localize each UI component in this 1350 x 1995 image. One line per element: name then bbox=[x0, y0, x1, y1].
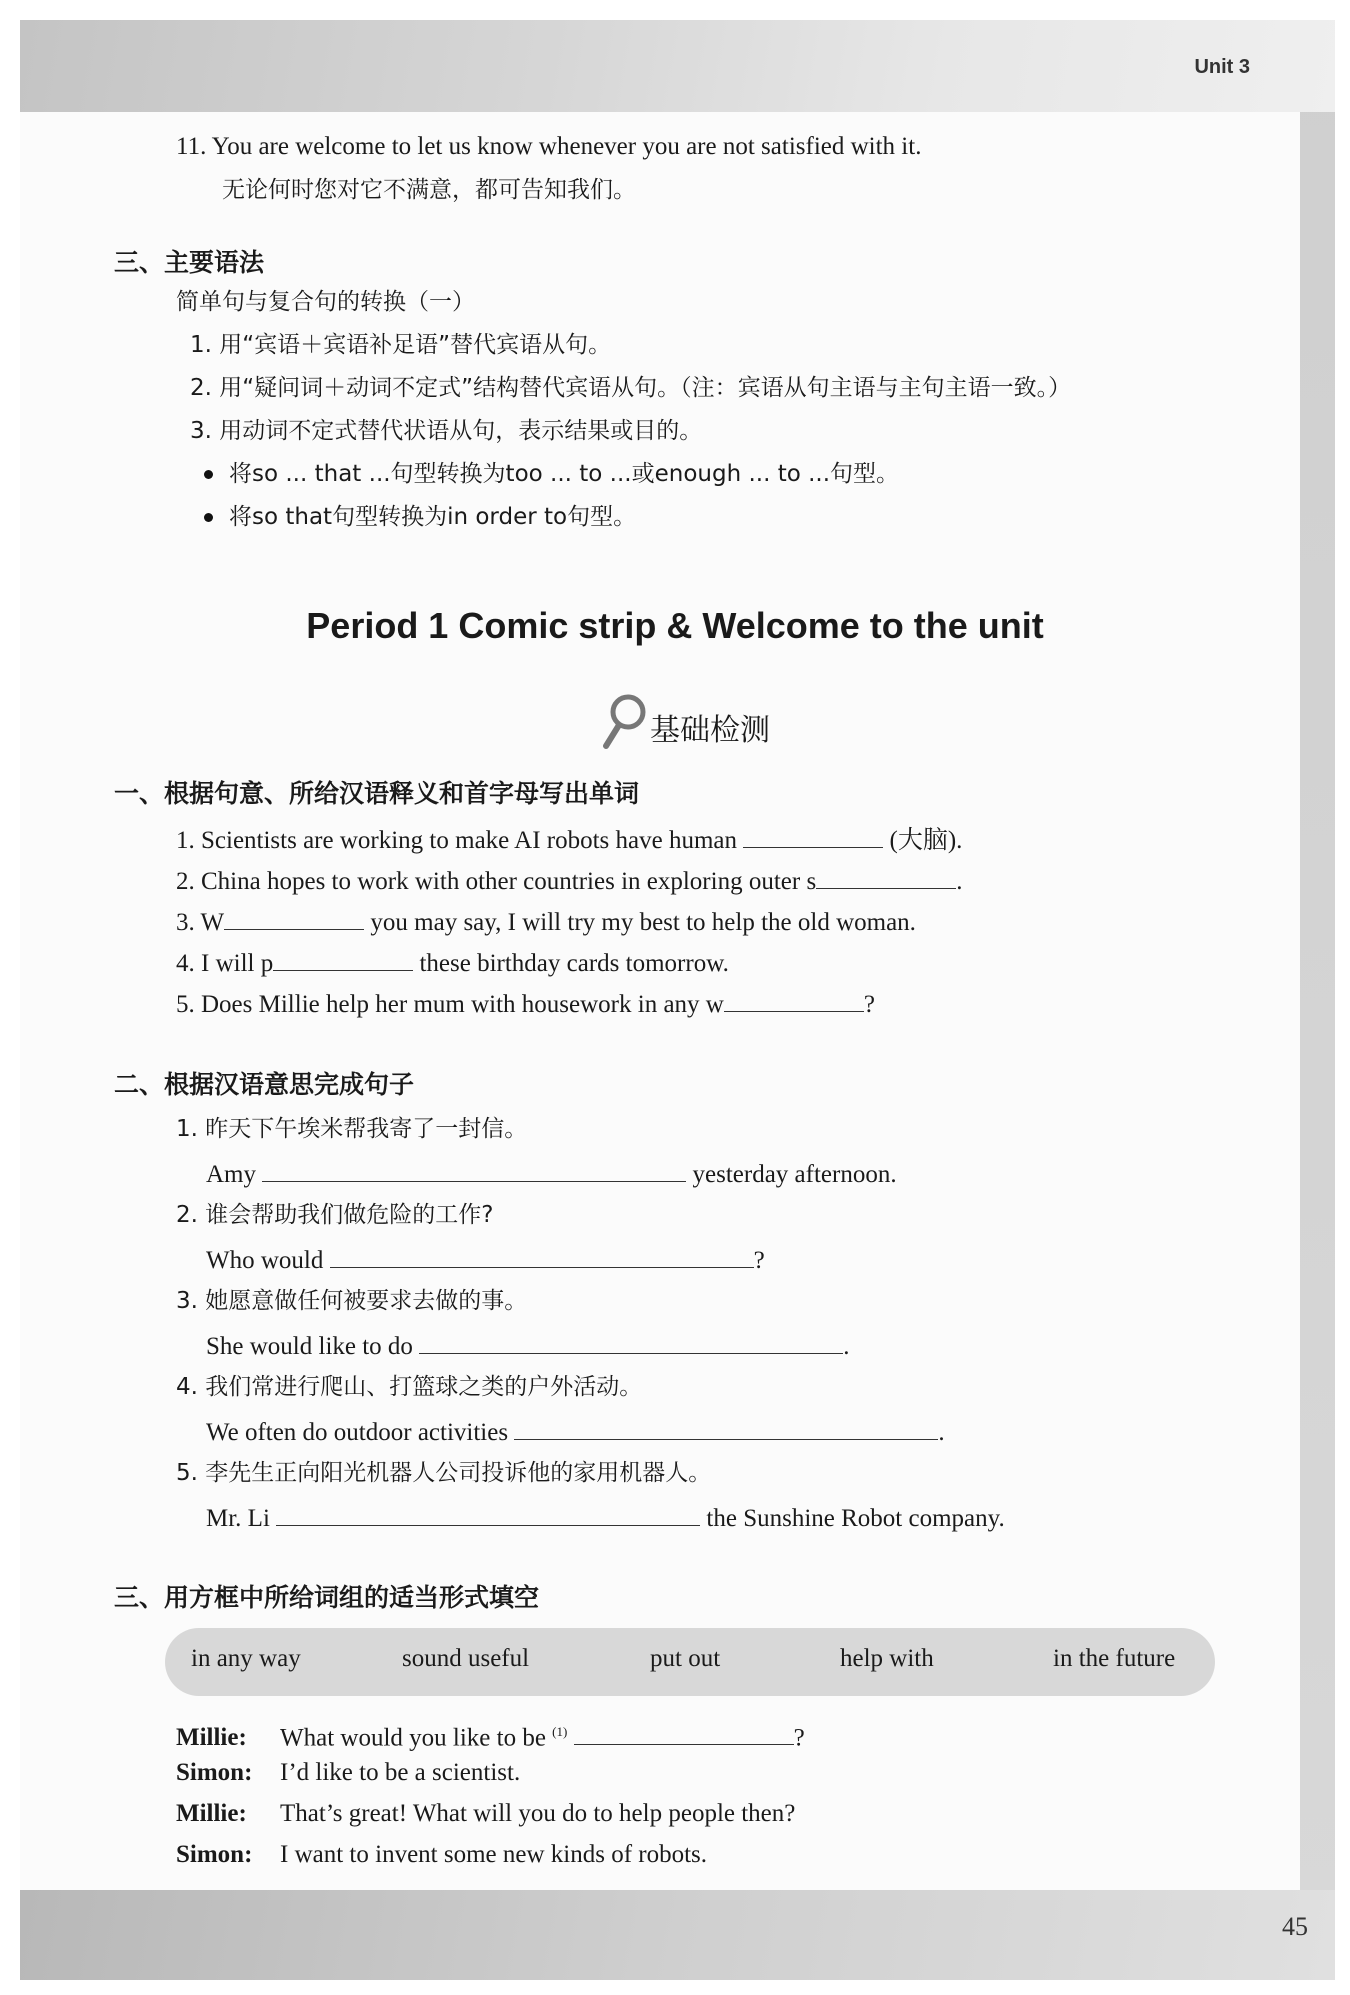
speaker-name: Millie: bbox=[176, 1724, 247, 1752]
dialogue-line: Millie: What would you like to be $^{(1)}$ ? bbox=[176, 1716, 805, 1754]
grammar-heading: 三、主要语法 bbox=[114, 248, 265, 277]
answer-blank[interactable] bbox=[724, 987, 864, 1012]
bullet-icon bbox=[204, 513, 213, 522]
word-box-phrase: sound useful bbox=[402, 1645, 530, 1672]
answer-blank[interactable] bbox=[262, 1157, 686, 1182]
dialogue-line: Simon: I’d like to be a scientist. bbox=[176, 1757, 520, 1789]
item-11-en: 11. You are welcome to let us know whenever you are not satisfied with it. bbox=[176, 133, 922, 160]
speaker-name: Simon: bbox=[176, 1841, 253, 1868]
word-box-phrase: put out bbox=[650, 1645, 721, 1672]
grammar-bullet-item bbox=[204, 458, 899, 490]
section-1-item: 2. China hopes to work with other countries in exploring outer s . bbox=[176, 864, 962, 898]
word-box-phrase: help with bbox=[840, 1645, 934, 1672]
section-2-answer-line: She would like to do . bbox=[206, 1329, 849, 1363]
grammar-bullet-item bbox=[204, 501, 636, 533]
unit-label: Unit 3 bbox=[1194, 56, 1250, 78]
section-2-answer-line: Amy yesterday afternoon. bbox=[206, 1157, 897, 1191]
grammar-item: 2. 用“疑问词＋动词不定式”结构替代宾语从句。（注：宾语从句主语与主句主语一致。） bbox=[190, 375, 1072, 401]
answer-blank[interactable] bbox=[743, 823, 883, 848]
section-2-prompt: 4. 我们常进行爬山、打篮球之类的户外活动。 bbox=[176, 1374, 643, 1400]
section-2-prompt: 5. 李先生正向阳光机器人公司投诉他的家用机器人。 bbox=[176, 1460, 712, 1486]
grammar-subtitle: 简单句与复合句的转换（一） bbox=[176, 289, 475, 315]
footer-band bbox=[20, 1890, 1335, 1980]
item-11-zh: 无论何时您对它不满意，都可告知我们。 bbox=[222, 177, 636, 203]
answer-blank[interactable] bbox=[514, 1415, 938, 1440]
section-2-prompt: 1. 昨天下午埃米帮我寄了一封信。 bbox=[176, 1116, 528, 1142]
dialogue-line: Simon: I want to invent some new kinds of robots. bbox=[176, 1839, 707, 1871]
section-2-prompt: 3. 她愿意做任何被要求去做的事。 bbox=[176, 1288, 528, 1314]
section-2-answer-line: Mr. Li the Sunshine Robot company. bbox=[206, 1501, 1005, 1535]
section-1-item: 3. W you may say, I will try my best to help the old woman. bbox=[176, 905, 916, 939]
section-3-heading: 三、用方框中所给词组的适当形式填空 bbox=[114, 1583, 540, 1612]
magnifier-icon bbox=[594, 690, 654, 750]
dialogue-line: Millie: That’s great! What will you do to help people then? bbox=[176, 1798, 795, 1830]
speaker-name: Simon: bbox=[176, 1759, 253, 1786]
period-title: Period 1 Comic strip & Welcome to the unit bbox=[306, 605, 1044, 646]
section-1-item: 4. I will p these birthday cards tomorrow. bbox=[176, 946, 729, 980]
section-2-prompt: 2. 谁会帮助我们做危险的工作? bbox=[176, 1202, 494, 1228]
header-band bbox=[20, 20, 1335, 112]
answer-blank[interactable] bbox=[224, 905, 364, 930]
answer-blank[interactable] bbox=[276, 1501, 700, 1526]
section-1-item: 5. Does Millie help her mum with housework in any w ? bbox=[176, 987, 875, 1021]
section-2-answer-line: We often do outdoor activities . bbox=[206, 1415, 945, 1449]
answer-blank[interactable] bbox=[816, 864, 956, 889]
answer-blank[interactable] bbox=[330, 1243, 754, 1268]
answer-blank[interactable] bbox=[273, 946, 413, 971]
answer-blank[interactable] bbox=[574, 1720, 794, 1745]
bullet-text: 将so ... that ...句型转换为too ... to ...或enough ... to ...句型。 bbox=[229, 461, 900, 487]
section-1-item: 1. Scientists are working to make AI robots have human (大脑). bbox=[176, 823, 962, 857]
bullet-text: 将so that句型转换为in order to句型。 bbox=[229, 504, 637, 530]
grammar-item: 1. 用“宾语＋宾语补足语”替代宾语从句。 bbox=[190, 332, 612, 358]
page-number: 45 bbox=[1282, 1912, 1308, 1941]
answer-blank[interactable] bbox=[419, 1329, 843, 1354]
word-box-phrase: in the future bbox=[1053, 1645, 1176, 1672]
section-1-heading: 一、根据句意、所给汉语释义和首字母写出单词 bbox=[114, 779, 640, 808]
speaker-name: Millie: bbox=[176, 1800, 247, 1827]
word-box-phrase: in any way bbox=[191, 1645, 301, 1672]
section-2-heading: 二、根据汉语意思完成句子 bbox=[114, 1070, 415, 1099]
section-2-answer-line: Who would ? bbox=[206, 1243, 765, 1277]
basic-check-title: 基础检测 bbox=[650, 713, 770, 748]
grammar-item: 3. 用动词不定式替代状语从句，表示结果或目的。 bbox=[190, 418, 703, 444]
bullet-icon bbox=[204, 470, 213, 479]
